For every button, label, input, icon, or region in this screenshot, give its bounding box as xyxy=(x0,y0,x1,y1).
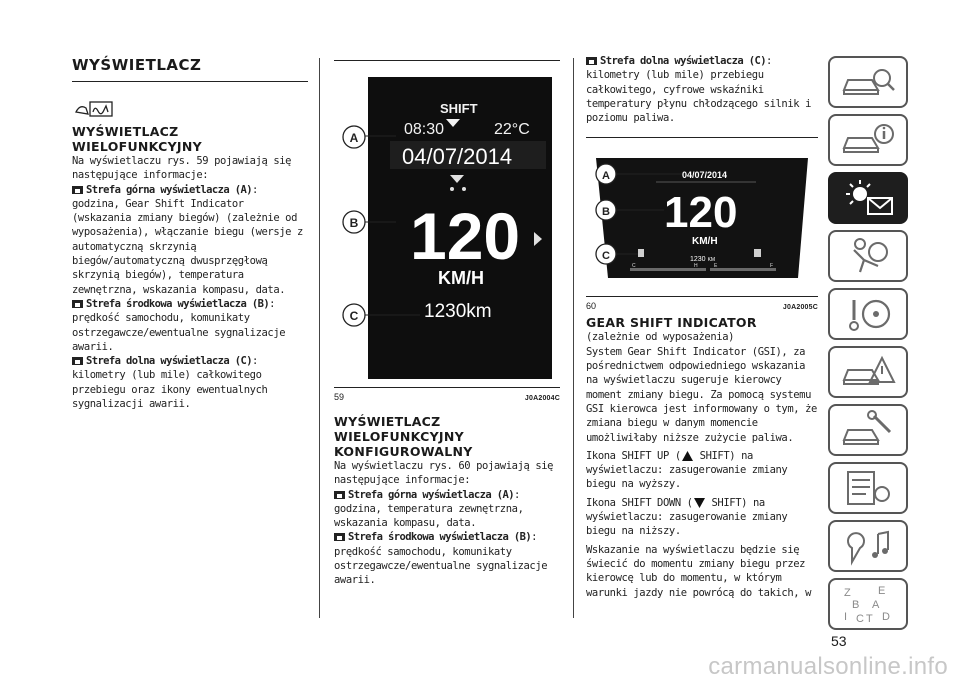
car-info-icon xyxy=(838,120,898,160)
bullet-icon xyxy=(334,533,345,541)
dashboard-light-mail-icon xyxy=(838,178,898,218)
svg-text:Z: Z xyxy=(844,587,851,599)
car-crash-icon xyxy=(838,352,898,392)
gsi-paragraph: System Gear Shift Indicator (GSI), za pośrednictwem odpowiedniego wskazania na wyświetlaczu sugeruje kierowcy moment zmiany biegu. Za pomocą systemu GSI kierowca jest informowany o tym, że zmiana biegu w danym momencie umożliwiłaby niższe zużycie paliwa. xyxy=(586,345,817,444)
tab-index[interactable] xyxy=(828,578,908,630)
tab-technical-data[interactable] xyxy=(828,462,908,514)
figure-code: J0A2005C xyxy=(782,304,818,312)
fuel-pump-icon xyxy=(754,249,761,257)
bullet-icon xyxy=(72,300,83,308)
svg-text:I: I xyxy=(844,611,848,623)
tab-emergency[interactable] xyxy=(828,346,908,398)
temperature-text: 22°C xyxy=(494,121,530,138)
bullet-icon xyxy=(72,357,83,365)
speed-unit: KM/H xyxy=(692,236,718,248)
tab-maintenance[interactable] xyxy=(828,404,908,456)
alphabet-index-icon xyxy=(838,584,898,624)
indicator-dot xyxy=(450,187,454,191)
bullet-icon xyxy=(334,491,345,499)
airbag-person-icon xyxy=(838,236,898,276)
figure-60-display xyxy=(586,148,818,296)
gsi-subtitle: (zależnie od wyposażenia) xyxy=(586,331,735,344)
svg-text:E: E xyxy=(878,585,886,597)
callout-a: A xyxy=(349,131,359,145)
callout-b: B xyxy=(602,206,610,219)
gauge-hot-label: H xyxy=(694,263,698,270)
list-item: Strefa środkowa wyświetlacza (B): prędkość samochodu, komunikaty ostrzegawcze/ewentualne sygnalizacje awarii. xyxy=(72,297,286,353)
speed-value: 120 xyxy=(664,188,738,238)
tab-car-info[interactable] xyxy=(828,114,908,166)
figure-number: 59 xyxy=(334,392,345,402)
tab-airbag[interactable] xyxy=(828,230,908,282)
list-item: Strefa górna wyświetlacza (A): godzina, temperatura zewnętrzna, wskazania kompasu, data. xyxy=(334,488,524,530)
speed-unit: KM/H xyxy=(438,268,484,288)
svg-text:D: D xyxy=(882,611,890,623)
intro-text: Na wyświetlaczu rys. 60 pojawiają się następujące informacje: xyxy=(334,460,554,487)
section-title-gsi: GEAR SHIFT INDICATOR xyxy=(586,315,757,331)
figure-code: J0A2004C xyxy=(524,395,560,402)
figure-caption xyxy=(334,392,560,402)
navigation-music-icon xyxy=(838,526,898,566)
gsi-shift-up-paragraph: Ikona SHIFT UP ( SHIFT) na wyświetlaczu: zasugerowanie zmiany biegu na wyższy. xyxy=(586,449,788,491)
chapter-title: WYŚWIETLACZ xyxy=(72,56,202,74)
section-title-multifunction: WYŚWIETLACZ WIELOFUNKCYJNY xyxy=(72,124,202,154)
figure-59-display xyxy=(334,69,560,387)
list-item: Strefa dolna wyświetlacza (C): kilometry (lub mile) przebiegu całkowitego, cyfrowe wskaźniki temperatury płynu chłodzącego silnik i poziomu paliwa. xyxy=(586,55,812,125)
figure-rule xyxy=(586,137,818,138)
figure-number: 60 xyxy=(586,301,597,312)
gauge-empty-label: E xyxy=(714,263,718,270)
figure-caption xyxy=(586,301,818,311)
gsi-paragraph: Wskazanie na wyświetlaczu będzie się świecić do momentu zmiany biegu przez kierowcę lub do momentu, w którym warunki jazdy nie powrócą do takich, w xyxy=(586,543,812,599)
steering-wheel-tools-icon xyxy=(838,294,898,334)
list-settings-icon xyxy=(838,468,898,508)
shift-up-icon xyxy=(682,451,693,461)
column-divider xyxy=(573,58,574,618)
svg-text:C: C xyxy=(856,613,864,624)
gsi-shift-down-paragraph: Ikona SHIFT DOWN ( SHIFT) na wyświetlaczu: zasugerowanie zmiany biegu na niższy. xyxy=(586,496,788,538)
list-item: Strefa górna wyświetlacza (A): godzina, Gear Shift Indicator (wskazania zmiany biegów) (zależnie od wyposażenia), włączanie biegu (wersje z automatyczną skrzynią biegów/automatyczną dwusprzęgłową skrzynią biegów), temperatura zewnętrzna, wskazania kompasu, data. xyxy=(72,183,303,296)
gauge-full-label: F xyxy=(770,263,774,270)
callout-c: C xyxy=(602,250,610,263)
figure-rule xyxy=(586,296,818,297)
title-rule xyxy=(72,81,308,82)
figure-rule xyxy=(334,60,560,61)
shift-text: SHIFT xyxy=(440,101,478,116)
callout-b: B xyxy=(349,216,359,230)
clock-text: 08:30 xyxy=(404,121,445,138)
bullet-icon xyxy=(586,57,597,65)
odometer-text: 1230km xyxy=(424,301,492,322)
tab-steering[interactable] xyxy=(828,288,908,340)
figure-rule xyxy=(334,387,560,388)
date-text: 04/07/2014 xyxy=(402,144,513,169)
date-text: 04/07/2014 xyxy=(682,170,728,181)
callout-a: A xyxy=(602,170,610,183)
bullet-icon xyxy=(72,186,83,194)
svg-text:T: T xyxy=(866,613,873,624)
display-icon xyxy=(74,100,114,118)
tab-dashboard-lights[interactable] xyxy=(828,172,908,224)
tab-car-search[interactable] xyxy=(828,56,908,108)
indicator-dot xyxy=(462,187,466,191)
wrench-car-icon xyxy=(838,410,898,450)
svg-text:B: B xyxy=(852,599,860,611)
odometer-text: 1230 KM xyxy=(690,256,716,264)
column-2 xyxy=(334,60,560,588)
svg-text:A: A xyxy=(872,599,880,611)
shift-down-icon xyxy=(694,498,705,508)
fuel-bar xyxy=(710,268,776,271)
intro-text: Na wyświetlaczu rys. 59 pojawiają się następujące informacje: xyxy=(72,155,292,182)
speed-value: 120 xyxy=(410,199,521,273)
column-3 xyxy=(586,54,818,600)
car-search-icon xyxy=(838,62,898,102)
list-item: Strefa dolna wyświetlacza (C): kilometry (lub mile) całkowitego przebiegu oraz ikony ewentualnych sygnalizacji awarii. xyxy=(72,355,268,411)
tab-multimedia[interactable] xyxy=(828,520,908,572)
list-item: Strefa środkowa wyświetlacza (B): prędkość samochodu, komunikaty ostrzegawcze/ewentualne sygnalizacje awarii. xyxy=(334,531,548,587)
watermark[interactable]: carmanualsonline.info xyxy=(708,653,948,680)
section-title-configurable: WYŚWIETLACZ WIELOFUNKCYJNY KONFIGUROWALNY xyxy=(334,414,473,459)
column-divider xyxy=(319,58,320,618)
gauge-cold-label: C xyxy=(632,263,636,270)
page-number: 53 xyxy=(831,633,847,649)
callout-c: C xyxy=(349,309,359,323)
coolant-temperature-icon xyxy=(638,249,644,257)
column-1 xyxy=(72,56,308,411)
